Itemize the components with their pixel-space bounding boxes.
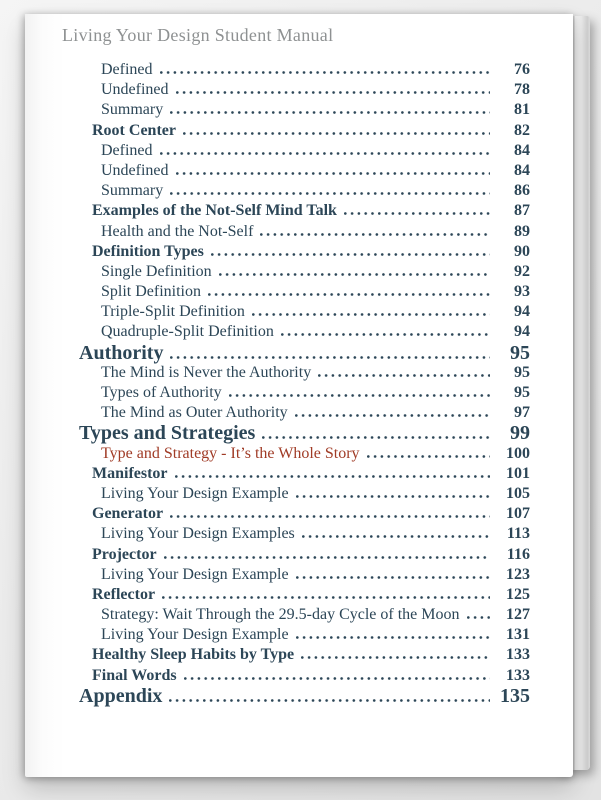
dot-leader bbox=[318, 374, 490, 377]
toc-entry-page: 87 bbox=[514, 202, 530, 220]
toc-entry-page: 131 bbox=[506, 626, 530, 644]
toc-entry bbox=[79, 222, 530, 242]
toc-entry-page: 101 bbox=[506, 464, 530, 482]
toc-entry-page: 89 bbox=[514, 222, 530, 240]
toc-entry bbox=[79, 363, 530, 383]
toc-entry bbox=[79, 242, 530, 262]
toc-entry bbox=[79, 121, 530, 141]
running-header-title: Living Your Design Student Manual bbox=[62, 25, 334, 45]
toc-entry-label: Type and Strategy - It’s the Whole Story bbox=[101, 444, 360, 462]
dot-leader bbox=[160, 152, 490, 155]
toc-entry-page: 113 bbox=[506, 525, 530, 543]
toc-entry bbox=[79, 524, 530, 544]
dot-leader bbox=[262, 436, 490, 439]
dot-leader bbox=[295, 414, 490, 417]
toc-entry-page: 95 bbox=[514, 384, 530, 401]
toc-entry-page: 135 bbox=[500, 684, 530, 707]
dot-leader bbox=[169, 699, 490, 702]
toc-entry-page: 90 bbox=[514, 242, 530, 260]
toc-entry-label: Quadruple-Split Definition bbox=[101, 323, 274, 341]
toc-entry-label: The Mind as Outer Authority bbox=[101, 404, 288, 422]
toc-entry-page: 100 bbox=[506, 444, 530, 462]
toc-entry bbox=[79, 645, 530, 665]
toc-entry-label: Examples of the Not-Self Mind Talk bbox=[92, 202, 337, 220]
dot-leader bbox=[170, 356, 490, 359]
dot-leader bbox=[170, 515, 490, 518]
dot-leader bbox=[296, 576, 490, 579]
toc-entry-page: 127 bbox=[506, 606, 530, 624]
toc-entry-label: Health and the Not-Self bbox=[101, 222, 254, 240]
toc-entry-page: 82 bbox=[514, 121, 530, 139]
dot-leader bbox=[184, 677, 490, 680]
toc-entry bbox=[79, 181, 530, 201]
dot-leader bbox=[160, 71, 490, 74]
toc-entry-label: Living Your Design Examples bbox=[101, 525, 295, 543]
dot-leader bbox=[208, 293, 490, 296]
toc-entry bbox=[79, 464, 530, 484]
toc-entry bbox=[79, 282, 530, 302]
toc-entry bbox=[79, 322, 530, 342]
toc-entry-page: 84 bbox=[514, 161, 530, 179]
toc-entry-page: 92 bbox=[514, 262, 530, 280]
toc-entry-label: Split Definition bbox=[101, 283, 201, 301]
toc-entry-label: Living Your Design Example bbox=[101, 626, 289, 644]
toc-entry bbox=[79, 100, 530, 120]
toc-entry bbox=[79, 60, 530, 80]
toc-entry bbox=[79, 141, 530, 161]
toc-entry bbox=[79, 80, 530, 100]
dot-leader bbox=[467, 616, 491, 619]
toc-entry bbox=[79, 262, 530, 282]
toc-entry-page: 84 bbox=[514, 141, 530, 159]
toc-entry-label: Reflector bbox=[92, 585, 156, 603]
dot-leader bbox=[252, 313, 490, 316]
toc-entry-page: 95 bbox=[514, 363, 530, 381]
toc-entry-label: Root Center bbox=[92, 121, 176, 139]
toc-entry bbox=[79, 686, 530, 706]
toc-entry-label: Undefined bbox=[101, 161, 169, 179]
toc-entry-label: Single Definition bbox=[101, 262, 212, 280]
dot-leader bbox=[170, 192, 490, 195]
toc-entry-label: Final Words bbox=[92, 666, 177, 684]
toc-entry bbox=[79, 625, 530, 645]
toc-entry-page: 94 bbox=[514, 303, 530, 321]
toc-entry bbox=[79, 302, 530, 322]
dot-leader bbox=[176, 172, 490, 175]
toc-entry-page: 94 bbox=[514, 323, 530, 341]
toc-entry-page: 95 bbox=[510, 341, 530, 364]
dot-leader bbox=[296, 636, 490, 639]
toc-entry-label: Generator bbox=[92, 505, 164, 523]
dot-leader bbox=[219, 273, 490, 276]
dot-leader bbox=[229, 394, 490, 397]
toc-entry-page: 133 bbox=[506, 666, 530, 684]
dot-leader bbox=[211, 253, 490, 256]
toc-entry-label: Healthy Sleep Habits by Type bbox=[92, 646, 295, 664]
toc-entry-label: Manifestor bbox=[92, 464, 168, 482]
toc-entry-page: 133 bbox=[506, 646, 530, 664]
table-of-contents bbox=[79, 60, 530, 706]
toc-entry-page: 78 bbox=[514, 81, 530, 99]
toc-entry bbox=[79, 484, 530, 504]
dot-leader bbox=[302, 535, 490, 538]
manual-page bbox=[25, 14, 573, 777]
dot-leader bbox=[281, 333, 490, 336]
dot-leader bbox=[296, 495, 490, 498]
toc-entry-label: Authority bbox=[79, 341, 164, 364]
toc-entry-label: Definition Types bbox=[92, 242, 204, 260]
toc-entry-page: 107 bbox=[506, 505, 530, 523]
dot-leader bbox=[183, 132, 490, 135]
toc-entry bbox=[79, 545, 530, 565]
toc-entry-label: Projector bbox=[92, 545, 157, 563]
toc-entry bbox=[79, 201, 530, 221]
toc-entry-label: The Mind is Never the Authority bbox=[101, 363, 312, 381]
toc-entry bbox=[79, 403, 530, 423]
toc-entry bbox=[79, 666, 530, 686]
toc-entry bbox=[79, 585, 530, 605]
toc-entry-label: Strategy: Wait Through the 29.5-day Cycle of the Moon bbox=[101, 606, 460, 624]
toc-entry bbox=[79, 565, 530, 585]
dot-leader bbox=[175, 475, 490, 478]
toc-entry-page: 86 bbox=[514, 182, 530, 200]
toc-entry bbox=[79, 343, 530, 363]
dot-leader bbox=[164, 556, 490, 559]
toc-entry-label: Types and Strategies bbox=[79, 422, 256, 445]
toc-entry bbox=[79, 605, 530, 625]
toc-entry-label: Living Your Design Example bbox=[101, 565, 289, 583]
toc-entry bbox=[79, 444, 530, 464]
toc-entry-page: 125 bbox=[506, 585, 530, 603]
dot-leader bbox=[344, 212, 490, 215]
dot-leader bbox=[301, 656, 490, 659]
toc-entry-page: 93 bbox=[514, 283, 530, 301]
toc-entry-label: Defined bbox=[101, 61, 153, 78]
dot-leader bbox=[170, 111, 490, 114]
toc-entry-page: 99 bbox=[510, 422, 530, 445]
toc-entry-page: 123 bbox=[506, 565, 530, 583]
toc-entry-label: Appendix bbox=[79, 684, 163, 707]
toc-entry bbox=[79, 383, 530, 403]
toc-entry-label: Summary bbox=[101, 101, 164, 119]
toc-entry bbox=[79, 161, 530, 181]
dot-leader bbox=[162, 596, 490, 599]
toc-entry-page: 116 bbox=[506, 545, 530, 563]
dot-leader bbox=[367, 455, 490, 458]
toc-entry-page: 81 bbox=[514, 101, 530, 119]
toc-entry bbox=[79, 423, 530, 443]
toc-entry-label: Triple-Split Definition bbox=[101, 303, 245, 321]
toc-entry-label: Living Your Design Example bbox=[101, 484, 289, 502]
toc-entry-label: Defined bbox=[101, 141, 153, 159]
dot-leader bbox=[260, 233, 490, 236]
toc-entry bbox=[79, 504, 530, 524]
toc-entry-page: 105 bbox=[506, 484, 530, 502]
dot-leader bbox=[176, 91, 490, 94]
toc-entry-page: 76 bbox=[514, 61, 530, 78]
toc-entry-label: Types of Authority bbox=[101, 384, 222, 401]
toc-entry-page: 97 bbox=[514, 404, 530, 422]
toc-entry-label: Summary bbox=[101, 182, 164, 200]
toc-entry-label: Undefined bbox=[101, 81, 169, 99]
